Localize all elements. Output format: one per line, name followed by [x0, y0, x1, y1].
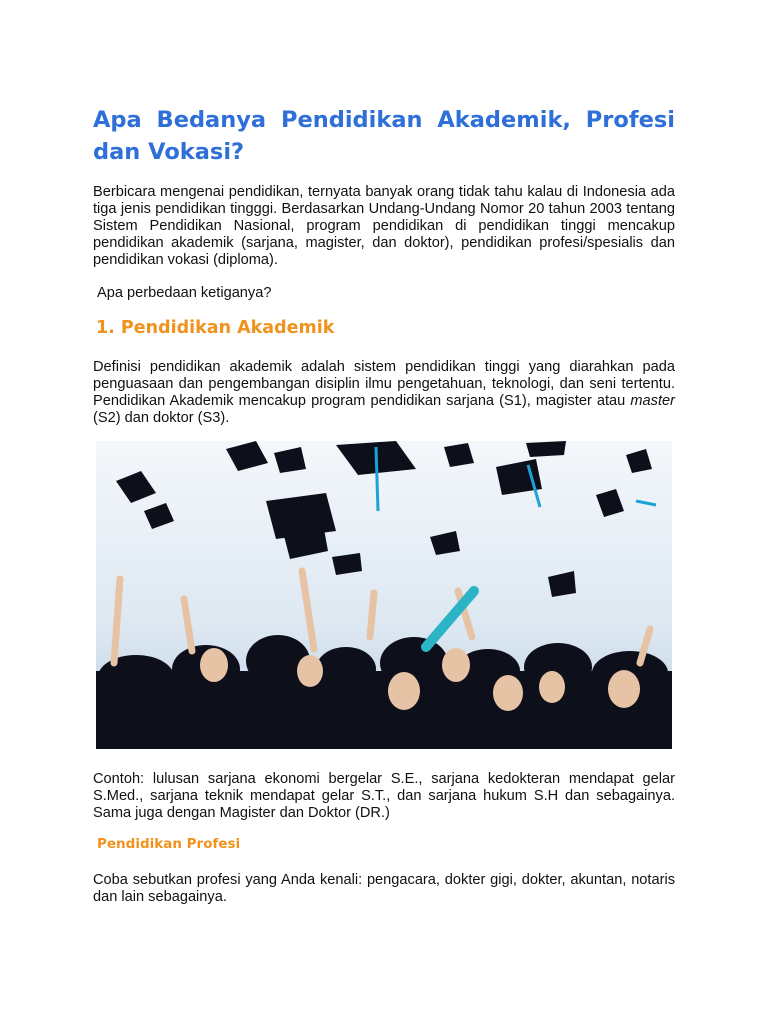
document-title: Apa Bedanya Pendidikan Akademik, Profesi dan Vokasi? [93, 107, 675, 165]
profesi-paragraph: Coba sebutkan profesi yang Anda kenali: pengacara, dokter gigi, dokter, akuntan, notaris dan lain sebagainya. [93, 872, 675, 905]
question-paragraph: Apa perbedaan ketiganya? [97, 285, 272, 301]
akademik-definition-paragraph [93, 359, 675, 427]
section-heading-akademik: 1. Pendidikan Akademik [96, 318, 335, 338]
akademik-text-italic: master [630, 393, 675, 409]
akademik-example-paragraph: Contoh: lulusan sarjana ekonomi bergelar S.E., sarjana kedokteran mendapat gelar S.Med., sarjana teknik mendapat gelar S.T., dan sarjana hukum S.H dan sebagainya. Sama juga dengan Magister dan Doktor (DR.) [93, 771, 675, 821]
akademik-text-part1: Definisi pendidikan akademik adalah sistem pendidikan tinggi yang diarahkan pada penguasaan dan pengembangan disiplin ilmu pengetahuan, teknologi, dan seni tertentu. Pendidikan Akademik mencakup program pendidikan sarjana (S1), magister atau [93, 359, 675, 409]
graduation-photo [96, 441, 672, 749]
intro-paragraph: Berbicara mengenai pendidikan, ternyata banyak orang tidak tahu kalau di Indonesia ada tiga jenis pendidikan tingggi. Berdasarkan Undang-Undang Nomor 20 tahun 2003 tentang Sistem Pendidikan Nasional, program pendidikan di pendidikan tinggi mencakup pendidikan akademik (sarjana, magister, dan doktor), pendidikan profesi/spesialis dan pendidikan vokasi (diploma). [93, 184, 675, 268]
section-heading-profesi: Pendidikan Profesi [97, 836, 241, 852]
akademik-text-part2: (S2) dan doktor (S3). [93, 410, 230, 426]
